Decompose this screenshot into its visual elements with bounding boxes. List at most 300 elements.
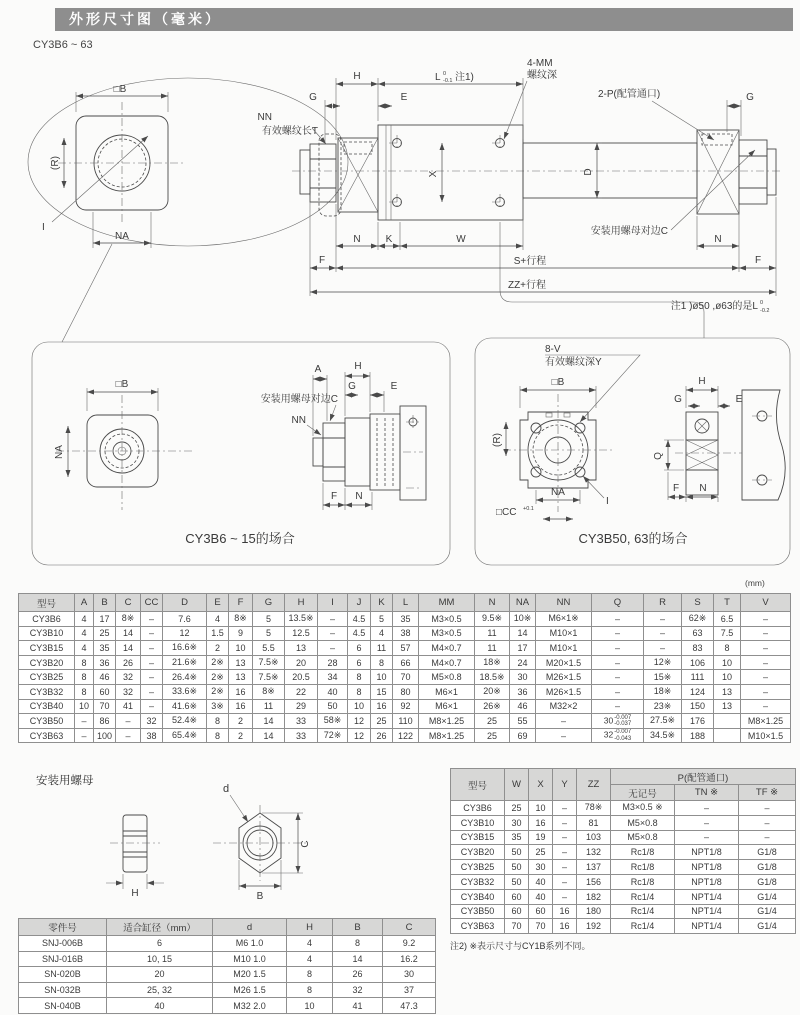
table-cell: 111 <box>682 670 714 685</box>
table-cell: M5×0.8 <box>611 830 675 845</box>
table-cell: M32 2.0 <box>213 998 287 1014</box>
note1-sub: -0.2 <box>760 308 770 314</box>
main-side-view <box>28 58 782 342</box>
table-cell: CY3B20 <box>451 845 505 860</box>
dim-label-na: NA <box>115 231 129 242</box>
table-cell: 100 <box>94 728 116 743</box>
table-cell: 8 <box>348 670 371 685</box>
table-cell: 65.4※ <box>163 728 207 743</box>
table-cell: 132 <box>577 845 611 860</box>
callout-2p-port: 2-P(配管通口) <box>598 89 661 100</box>
table-cell: 32 -0.007 -0.043 <box>592 728 644 743</box>
table-cell: 58※ <box>318 714 348 729</box>
col-header-b: B <box>333 919 383 936</box>
table-cell: 8 <box>207 728 229 743</box>
table-cell: 8※ <box>229 612 253 627</box>
table-cell: 192 <box>577 919 611 934</box>
table-cell: 81 <box>577 815 611 830</box>
table-cell: – <box>741 699 791 714</box>
dim-label-f: F <box>672 483 680 494</box>
col-header-d: d <box>213 919 287 936</box>
table-cell: 70 <box>505 919 529 934</box>
col-header-q: Q <box>592 594 644 612</box>
dim-label-e: E <box>400 92 408 103</box>
table-cell: M26 1.5 <box>213 982 287 998</box>
table-cell: 4.5 <box>348 626 371 641</box>
section-header-title: 外形尺寸图（毫米） <box>69 11 222 27</box>
table-cell: 72※ <box>318 728 348 743</box>
table-cell: 8 <box>207 714 229 729</box>
table-cell: M20×1.5 <box>536 655 592 670</box>
table-cell: 25 <box>475 714 510 729</box>
table-cell: 15※ <box>644 670 682 685</box>
dim-label-g-left: G <box>309 92 317 103</box>
col-header-bore: 适合缸径（mm） <box>107 919 213 936</box>
table-cell: 14 <box>116 626 141 641</box>
dim-label-f-left: F <box>318 255 326 266</box>
table-cell: 20 <box>285 655 318 670</box>
table-cell: – <box>141 655 163 670</box>
table-cell: 4 <box>287 936 333 952</box>
col-header-l: L <box>393 594 419 612</box>
col-header-p-group: P(配管通口) <box>611 769 796 785</box>
mounting-holes <box>389 135 508 210</box>
detail-box-cy3b6-15 <box>32 342 450 565</box>
table-cell: Rc1/4 <box>611 889 675 904</box>
col-header-j: J <box>348 594 371 612</box>
col-header-zz: ZZ <box>577 769 611 801</box>
table-cell: 70 <box>393 670 419 685</box>
table-cell: CY3B6 <box>451 801 505 816</box>
table-cell: – <box>141 684 163 699</box>
table-cell: 103 <box>577 830 611 845</box>
table-cell: – <box>553 845 577 860</box>
table-cell: 46 <box>510 699 536 714</box>
dim-label-nut-d: d <box>223 783 230 795</box>
callout-effective-thread-y: 有效螺纹深Y <box>545 357 602 368</box>
col-header-p-tf: TF ※ <box>739 785 796 801</box>
col-header-model: 型号 <box>19 594 75 612</box>
table-cell: – <box>592 670 644 685</box>
table-row <box>451 904 796 919</box>
main-dimension-table <box>18 593 791 743</box>
section-header <box>55 8 793 31</box>
table-cell: 8 <box>75 655 94 670</box>
table-cell: 35 <box>393 612 419 627</box>
col-header-b: B <box>94 594 116 612</box>
dim-label-f-right: F <box>754 255 762 266</box>
table-cell: 9.5※ <box>475 612 510 627</box>
dim-label-x: X <box>428 170 439 178</box>
table-cell: 8 <box>371 655 393 670</box>
table-cell: – <box>141 641 163 656</box>
note1-text: 注1 )ø50 ,ø63的是L <box>670 301 758 312</box>
dim-label-e: E <box>390 381 398 392</box>
table-cell: SN-040B <box>19 998 107 1014</box>
col-header-h: H <box>287 919 333 936</box>
callout-4mm-line2: 螺纹深 <box>527 70 557 81</box>
table-cell: CY3B15 <box>19 641 75 656</box>
dim-label-square-cc: □CC <box>496 507 517 518</box>
table-cell: CY3B40 <box>19 699 75 714</box>
table-cell: – <box>116 728 141 743</box>
table-cell: 36 <box>510 684 536 699</box>
table-cell: 2※ <box>207 684 229 699</box>
table-cell: – <box>739 815 796 830</box>
table-cell: 17 <box>510 641 536 656</box>
table-cell: 11 <box>253 699 285 714</box>
table-cell: 12 <box>348 714 371 729</box>
table-cell: 34 <box>318 670 348 685</box>
table-cell: 2※ <box>207 670 229 685</box>
table-cell: 16 <box>229 684 253 699</box>
table-cell: SNJ-006B <box>19 936 107 952</box>
table-cell: 24 <box>510 655 536 670</box>
table-cell: 2※ <box>207 655 229 670</box>
col-header-h: H <box>285 594 318 612</box>
dim-label-d: D <box>583 168 594 176</box>
table-cell: 2 <box>229 714 253 729</box>
dim-label-nut-c: C <box>300 840 311 848</box>
table-cell: 110 <box>393 714 419 729</box>
table-cell: M26×1.5 <box>536 670 592 685</box>
table-cell: NPT1/4 <box>675 889 739 904</box>
col-header-s: S <box>682 594 714 612</box>
table-cell: M6×1 <box>419 699 475 714</box>
table-cell: M6×1 <box>419 684 475 699</box>
table-cell: CY3B32 <box>19 684 75 699</box>
col-header-cc: CC <box>141 594 163 612</box>
dim-label-l-sub: -0.1 <box>443 78 453 84</box>
table-cell: 8 <box>287 982 333 998</box>
table-cell: 8 <box>75 684 94 699</box>
table-cell: 4 <box>75 612 94 627</box>
table-cell: 50 <box>505 860 529 875</box>
table-cell: M4×0.7 <box>419 641 475 656</box>
table-cell: Rc1/4 <box>611 904 675 919</box>
table-cell: M5×0.8 <box>611 815 675 830</box>
table-row <box>19 951 436 967</box>
table-cell: 41.6※ <box>163 699 207 714</box>
col-header-mm: MM <box>419 594 475 612</box>
dim-label-g-right: G <box>746 92 754 103</box>
table-cell: 35 <box>94 641 116 656</box>
table-cell: CY3B6 <box>19 612 75 627</box>
table-cell: – <box>318 641 348 656</box>
dim-label-square-b: □B <box>113 84 127 95</box>
table-cell: 8 <box>714 641 741 656</box>
table-cell: – <box>741 655 791 670</box>
table-cell: 52.4※ <box>163 714 207 729</box>
table-cell: 70 <box>94 699 116 714</box>
dim-label-n: N <box>699 483 707 494</box>
table-cell: – <box>141 612 163 627</box>
table-cell: M20 1.5 <box>213 967 287 983</box>
dim-label-square-b: □B <box>551 377 565 388</box>
col-header-na: NA <box>510 594 536 612</box>
table-cell: 50 <box>505 845 529 860</box>
table-cell: 16.6※ <box>163 641 207 656</box>
table-row <box>19 641 791 656</box>
table-cell: SNJ-016B <box>19 951 107 967</box>
table-cell: 34.5※ <box>644 728 682 743</box>
table-cell: 150 <box>682 699 714 714</box>
table-cell: 176 <box>682 714 714 729</box>
table-cell: 32 <box>141 714 163 729</box>
table-cell: 122 <box>393 728 419 743</box>
table-cell: 50 <box>505 874 529 889</box>
table-cell: SN-020B <box>19 967 107 983</box>
note2-text: 注2) ※表示尺寸与CY1B系列不同。 <box>450 941 591 951</box>
table-cell: NPT1/8 <box>675 860 739 875</box>
dim-label-r: (R) <box>492 433 503 447</box>
table-cell: 25 <box>505 801 529 816</box>
table-cell: 36 <box>94 655 116 670</box>
table-cell: M4×0.7 <box>419 655 475 670</box>
table-cell: CY3B25 <box>19 670 75 685</box>
table-cell: 6 <box>107 936 213 952</box>
table-cell: 18※ <box>644 684 682 699</box>
table-cell: NPT1/8 <box>675 845 739 860</box>
detail-right-caption: CY3B50, 63的场合 <box>578 531 688 546</box>
mounting-nut-drawing <box>0 765 450 915</box>
table-cell: Rc1/8 <box>611 845 675 860</box>
table-cell: M6 1.0 <box>213 936 287 952</box>
table-cell: 25 <box>475 728 510 743</box>
table-cell: 20※ <box>475 684 510 699</box>
dim-label-i: I <box>606 496 609 507</box>
dim-label-n-left: N <box>353 234 361 245</box>
table-cell: 66 <box>393 655 419 670</box>
table-row <box>19 936 436 952</box>
table-cell: – <box>592 699 644 714</box>
table-cell: 10, 15 <box>107 951 213 967</box>
table-cell: – <box>75 714 94 729</box>
callout-nut-flats: 安装用螺母对边C <box>260 394 338 405</box>
dim-label-q: Q <box>653 452 664 460</box>
table-cell: 10 <box>714 670 741 685</box>
col-header-r: R <box>644 594 682 612</box>
table-cell: NPT1/4 <box>675 919 739 934</box>
table-cell: 22 <box>285 684 318 699</box>
dim-label-h: H <box>698 376 706 387</box>
col-header-part-no: 零件号 <box>19 919 107 936</box>
dimension-drawing <box>0 50 800 570</box>
col-header-c: C <box>116 594 141 612</box>
table-cell: 13.5※ <box>285 612 318 627</box>
table-cell: 4 <box>75 626 94 641</box>
col-header-a: A <box>75 594 94 612</box>
callout-nut-flats: 安装用螺母对边C <box>590 226 668 237</box>
callout-4mm-line1: 4-MM <box>527 58 553 69</box>
table-cell: – <box>318 612 348 627</box>
table-cell: 11 <box>475 626 510 641</box>
table-cell: G1/8 <box>739 874 796 889</box>
table-cell: NPT1/8 <box>675 874 739 889</box>
table-cell: 124 <box>682 684 714 699</box>
dim-label-f: F <box>330 491 338 502</box>
table-row <box>451 815 796 830</box>
table-cell: 10 <box>229 641 253 656</box>
dim-label-nut-b: B <box>256 891 264 902</box>
table-cell: 60 <box>505 889 529 904</box>
col-header-c: C <box>383 919 436 936</box>
table-cell: – <box>644 612 682 627</box>
table-cell: 30 <box>510 670 536 685</box>
table-cell: – <box>75 728 94 743</box>
table-cell: 37 <box>383 982 436 998</box>
table-cell: 14 <box>253 728 285 743</box>
col-header-f: F <box>229 594 253 612</box>
table-cell: 4.5 <box>348 612 371 627</box>
table-cell: 4 <box>75 641 94 656</box>
table-cell: 26※ <box>475 699 510 714</box>
table-cell: – <box>741 670 791 685</box>
dim-label-na: NA <box>54 445 65 459</box>
dim-label-nn: NN <box>257 112 272 123</box>
dim-label-square-b: □B <box>115 379 129 390</box>
table-cell: 4 <box>287 951 333 967</box>
table-cell: 106 <box>682 655 714 670</box>
table-cell: 46 <box>94 670 116 685</box>
table-cell: 25 <box>371 714 393 729</box>
dim-label-cc-tol: +0.1 <box>523 506 534 512</box>
table-cell: 41 <box>116 699 141 714</box>
table-row <box>451 919 796 934</box>
col-header-v: V <box>741 594 791 612</box>
table-row <box>19 612 791 627</box>
table-cell: CY3B10 <box>19 626 75 641</box>
table-cell: 40 <box>318 684 348 699</box>
table-cell: 18※ <box>475 655 510 670</box>
dim-label-nn: NN <box>291 415 306 426</box>
table-cell: – <box>741 641 791 656</box>
table-cell: 28 <box>318 655 348 670</box>
table-cell: – <box>553 860 577 875</box>
table-row <box>451 874 796 889</box>
table-cell: 33.6※ <box>163 684 207 699</box>
table-cell: 7.5※ <box>253 655 285 670</box>
table-cell: 26 <box>371 728 393 743</box>
table-cell: 182 <box>577 889 611 904</box>
table-cell <box>714 714 741 729</box>
table-cell: 156 <box>577 874 611 889</box>
table-cell: 41 <box>333 998 383 1014</box>
table-cell: Rc1/8 <box>611 860 675 875</box>
table-cell: 8 <box>287 967 333 983</box>
table-cell: 180 <box>577 904 611 919</box>
table-cell: 17 <box>94 612 116 627</box>
table-row <box>451 860 796 875</box>
table-cell: 47.3 <box>383 998 436 1014</box>
table-cell: 20 <box>107 967 213 983</box>
table-cell: 33 <box>285 714 318 729</box>
table-cell: 16 <box>529 815 553 830</box>
callout-effective-thread-t: 有效螺纹长T <box>261 126 318 137</box>
table-cell: 60 <box>94 684 116 699</box>
dim-label-l-note: 注1) <box>455 72 474 83</box>
table-cell: – <box>141 670 163 685</box>
note1-sup: 0 <box>760 300 764 306</box>
table-cell: 5.5 <box>253 641 285 656</box>
col-header-d: D <box>163 594 207 612</box>
table-cell: – <box>592 626 644 641</box>
table-cell: 7.5 <box>714 626 741 641</box>
table-cell: 8 <box>333 936 383 952</box>
table-cell: 12 <box>348 728 371 743</box>
table-cell: 2 <box>207 641 229 656</box>
col-header-p-tn: TN ※ <box>675 785 739 801</box>
table-cell: 50 <box>318 699 348 714</box>
col-header-y: Y <box>553 769 577 801</box>
table-cell: G1/8 <box>739 845 796 860</box>
dim-label-n: N <box>355 491 363 502</box>
table-cell: 25 <box>529 845 553 860</box>
col-header-e: E <box>207 594 229 612</box>
table-row <box>19 699 791 714</box>
col-header-model: 型号 <box>451 769 505 801</box>
table-cell: 16 <box>553 919 577 934</box>
table-cell <box>714 728 741 743</box>
dim-label-nut-h: H <box>131 888 139 899</box>
table-cell: 3※ <box>207 699 229 714</box>
table-cell: – <box>675 815 739 830</box>
table-cell: 9 <box>229 626 253 641</box>
table-cell: 32 <box>116 670 141 685</box>
col-header-nn: NN <box>536 594 592 612</box>
table-cell: CY3B15 <box>451 830 505 845</box>
table-cell: – <box>592 684 644 699</box>
col-header-n: N <box>475 594 510 612</box>
port-table <box>450 768 796 934</box>
table-cell: 40 <box>529 889 553 904</box>
col-header-t: T <box>714 594 741 612</box>
table-cell: – <box>592 655 644 670</box>
table-cell: 83 <box>682 641 714 656</box>
table-cell: M6×1※ <box>536 612 592 627</box>
table-cell: CY3B50 <box>451 904 505 919</box>
table-cell: – <box>536 714 592 729</box>
table-cell: 26 <box>116 655 141 670</box>
table-cell: – <box>318 626 348 641</box>
table-cell: 32 <box>333 982 383 998</box>
table-cell: 10 <box>75 699 94 714</box>
detail-box-cy3b50-63 <box>475 338 790 565</box>
dim-label-a: A <box>314 364 322 375</box>
table-cell: – <box>141 699 163 714</box>
nut-table-header-row <box>19 919 436 936</box>
table-cell: SN-032B <box>19 982 107 998</box>
table-cell: – <box>741 626 791 641</box>
table-cell: 8※ <box>253 684 285 699</box>
table-cell: 78※ <box>577 801 611 816</box>
table-cell: 40 <box>107 998 213 1014</box>
table-cell: – <box>553 801 577 816</box>
table-cell: 8※ <box>116 612 141 627</box>
table-cell: 13 <box>714 684 741 699</box>
table-cell: 6.5 <box>714 612 741 627</box>
table-cell: 19 <box>529 830 553 845</box>
table-cell: 1.5 <box>207 626 229 641</box>
table-cell: 60 <box>529 904 553 919</box>
table-row <box>19 967 436 983</box>
table-cell: – <box>592 612 644 627</box>
table-cell: 32 <box>116 684 141 699</box>
table-cell: – <box>553 815 577 830</box>
table-cell: – <box>553 830 577 845</box>
table-cell: 4 <box>207 612 229 627</box>
table-cell: 6 <box>348 641 371 656</box>
